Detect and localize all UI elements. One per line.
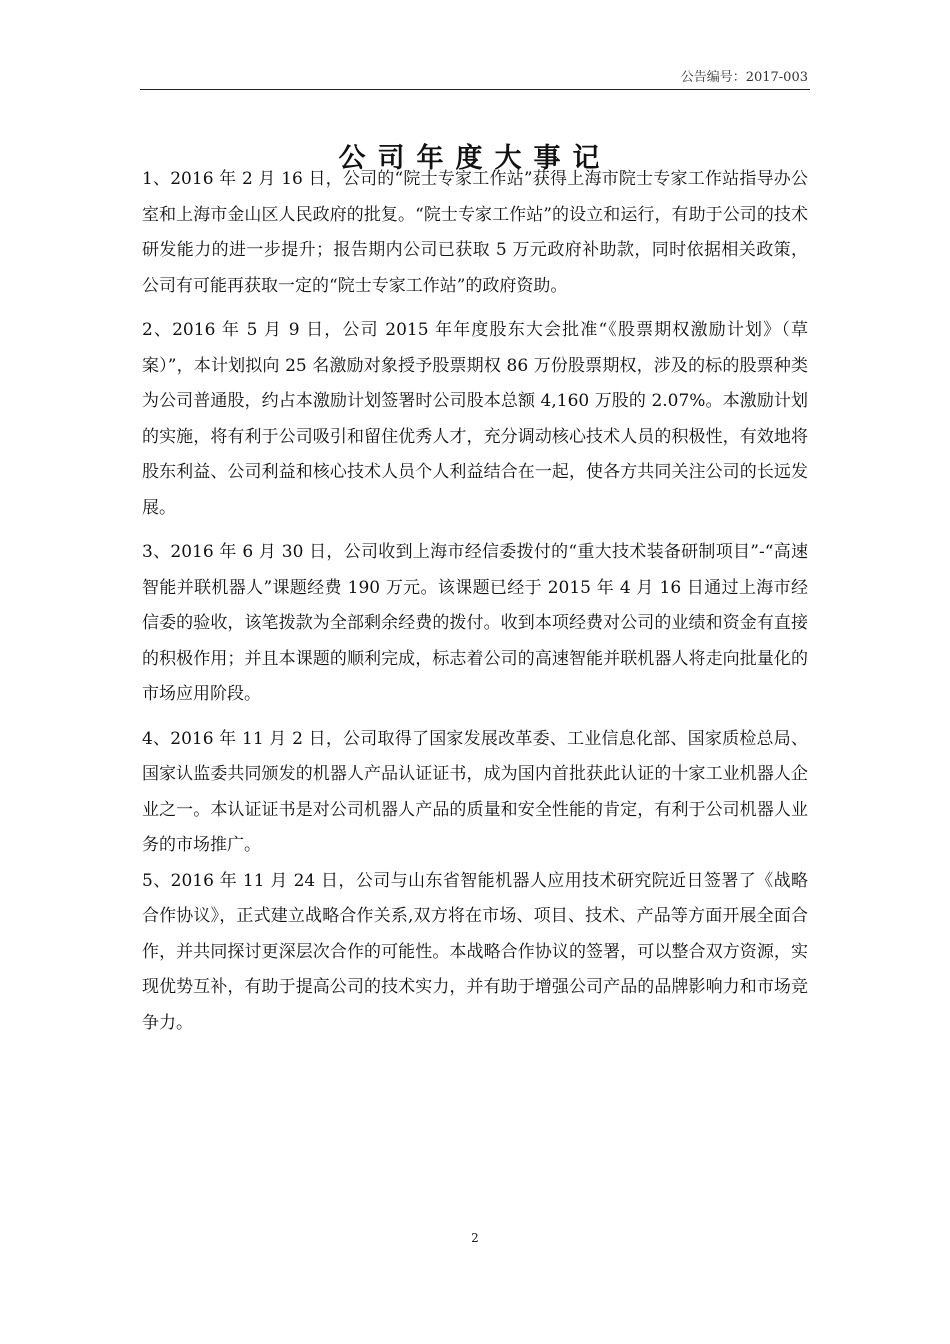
- event-paragraph-1: 1、2016 年 2 月 16 日，公司的“院士专家工作站”获得上海市院士专家工作站指导办公室和上海市金山区人民政府的批复。“院士专家工作站”的设立和运行，有助于公司的技术研发能力的进一步提升；报告期内公司已获取 5 万元政府补助款，同时依据相关政策，公司有可能再获取一定的“院士专家工作站”的政府资助。: [142, 169, 808, 296]
- page-number: 2: [471, 1231, 479, 1245]
- event-paragraph-4: 4、2016 年 11 月 2 日，公司取得了国家发展改革委、工业信息化部、国家质检总局、国家认监委共同颁发的机器人产品认证证书，成为国内首批获此认证的十家工业机器人企业之一。本认证证书是对公司机器人产品的质量和安全性能的肯定，有利于公司机器人业务的市场推广。: [142, 728, 808, 855]
- event-paragraph-3: 3、2016 年 6 月 30 日，公司收到上海市经信委拨付的“重大技术装备研制项目”-“高速智能并联机器人”课题经费 190 万元。该课题已经于 2015 年 4 月 16 日通过上海市经信委的验收，该笔拨款为全部剩余经费的拨付。收到本项经费对公司的业绩和资金有直接的积极作用；并且本课题的顺利完成，标志着公司的高速智能并联机器人将走向批量化的市场应用阶段。: [142, 542, 808, 704]
- event-paragraph-2: 2、2016 年 5 月 9 日，公司 2015 年年度股东大会批准“《股票期权激励计划》（草案）”，本计划拟向 25 名激励对象授予股票期权 86 万份股票期权，涉及的标的股票种类为公司普通股，约占本激励计划签署时公司股本总额 4,160 万股的 2.07%。本激励计划的实施，将有利于公司吸引和留住优秀人才，充分调动核心技术人员的积极性，有效地将股东利益、公司利益和核心技术人员个人利益结合在一起，使各方共同关注公司的长远发展。: [142, 320, 808, 518]
- announcement-number: 公告编号：2017-003: [680, 70, 808, 85]
- event-paragraph-5: 5、2016 年 11 月 24 日，公司与山东省智能机器人应用技术研究院近日签署了《战略合作协议》，正式建立战略合作关系,双方将在市场、项目、技术、产品等方面开展全面合作，并共同探讨更深层次合作的可能性。本战略合作协议的签署，可以整合双方资源，实现优势互补，有助于提高公司的技术实力，并有助于增强公司产品的品牌影响力和市场竞争力。: [142, 870, 808, 1033]
- document-body: [142, 162, 808, 1041]
- document-title: 公司年度大事记: [338, 143, 612, 175]
- header-divider: [140, 89, 810, 90]
